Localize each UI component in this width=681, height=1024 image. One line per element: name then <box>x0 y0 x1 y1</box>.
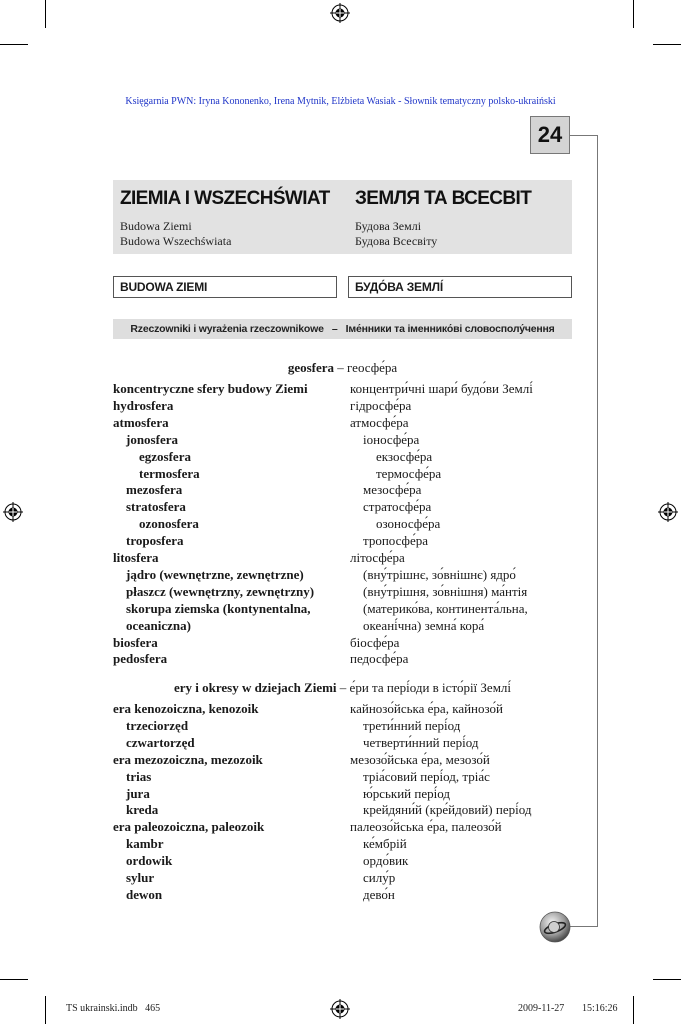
term-pl: stratosfera <box>126 499 186 515</box>
term-ua: екзосфе́ра <box>376 448 433 464</box>
term-ua: четверти́нний пері́од <box>363 734 479 750</box>
group-heading <box>113 360 572 376</box>
term-ua: ордо́вик <box>363 853 409 869</box>
term-pl: litosfera <box>113 550 159 565</box>
term-pl: egzosfera <box>139 448 191 464</box>
term-pl: kambr <box>126 836 164 852</box>
term-ua: (вну́трішнє, зо́внішнє) ядро́ <box>363 566 516 582</box>
term-ua: (материко́ва, континента́льна, <box>363 600 528 616</box>
chapter-title-pl: ZIEMIA I WSZECHŚWIAT <box>120 188 330 209</box>
term-pl: era mezozoiczna, mezozoik <box>113 751 263 767</box>
group-heading-pl: ery i okresy w dziejach Ziemi <box>173 680 337 695</box>
term-pl: era paleozoiczna, paleozoik <box>113 819 265 835</box>
subtopic: Budowa Wszechświata <box>120 234 232 248</box>
chapter-subtopics-ua <box>355 219 437 249</box>
term-pl: trias <box>126 768 152 784</box>
source-line: Księgarnia PWN: Iryna Kononenko, Irena Mytnik, Elżbieta Wasiak - Słownik tematyczny polsko-ukraiński <box>125 96 556 107</box>
subtopic: Будова Землі <box>355 219 422 233</box>
group-heading-ua: геосфе́ра <box>347 360 398 375</box>
term-ua: озоносфе́ра <box>376 516 441 532</box>
term-ua: океані́чна) земна́ кора́ <box>363 617 485 633</box>
term-pl: płaszcz (wewnętrzny, zewnętrzny) <box>126 583 315 599</box>
term-pl: jonosfera <box>126 431 178 447</box>
term-ua: ке́мбрій <box>363 836 407 852</box>
term-pl: ozonosfera <box>139 516 199 532</box>
group-heading <box>113 680 572 696</box>
term-pl: skorupa ziemska (kontynentalna, <box>126 600 311 616</box>
group-heading-separator: – <box>334 360 348 375</box>
crop-mark <box>633 996 634 1024</box>
planet-thumb-icon <box>539 911 571 943</box>
term-pl: atmosfera <box>113 414 169 430</box>
term-pl: trzeciorzęd <box>126 717 189 733</box>
term-pl: kreda <box>126 802 159 818</box>
margin-rule <box>567 926 598 927</box>
subtopic: Budowa Ziemi <box>120 219 192 233</box>
term-pl: mezosfera <box>126 482 183 498</box>
chapter-title-ua: ЗЕМЛЯ ТА ВСЕСВІТ <box>355 188 532 209</box>
margin-rule <box>570 135 597 136</box>
term-pl: dewon <box>126 886 163 902</box>
page-number: 24 <box>530 116 570 154</box>
crop-mark <box>45 0 46 28</box>
term-ua: педосфе́ра <box>350 651 409 667</box>
term-ua: стратосфе́ра <box>363 499 432 515</box>
term-pl: pedosfera <box>113 651 168 667</box>
term-ua: ю́рський пері́од <box>363 785 450 801</box>
term-ua: концентри́чні шари́ будо́ви Землі́ <box>350 381 533 396</box>
footer-time: 15:16:26 <box>582 1003 618 1014</box>
term-pl: jura <box>126 785 150 801</box>
term-ua: тропосфе́ра <box>363 533 429 549</box>
term-ua: крейдяни́й (кре́йдовий) пері́од <box>363 802 532 818</box>
registration-mark-icon <box>658 502 678 522</box>
registration-mark-icon <box>330 999 350 1019</box>
chapter-subtopics-pl <box>120 219 231 249</box>
term-pl: czwartorzęd <box>126 734 195 750</box>
term-ua: силу́р <box>363 870 396 885</box>
term-ua: атмосфе́ра <box>350 414 409 430</box>
registration-mark-icon <box>330 3 350 23</box>
category-band: Rzeczowniki i wyrażenia rzeczownikowe – Іме́нники та іменнико́ві словосполу́чення <box>113 319 572 339</box>
term-ua: літосфе́ра <box>350 550 405 565</box>
term-pl: oceaniczna) <box>126 617 191 633</box>
term-pl: biosfera <box>113 634 158 650</box>
footer-date: 2009-11-27 <box>518 1003 565 1014</box>
term-ua: тріа́совий пері́од, тріа́с <box>363 768 490 784</box>
term-ua: палеозо́йська е́ра, палеозо́й <box>350 819 502 835</box>
term-pl: hydrosfera <box>113 397 174 413</box>
term-pl: jądro (wewnętrzne, zewnętrzne) <box>126 566 304 582</box>
term-pl: troposfera <box>126 533 184 549</box>
subtopic: Будова Всесвіту <box>355 234 438 248</box>
section-title-ua: БУДО́ВА ЗЕМЛІ́ <box>348 276 572 298</box>
section-title-pl: BUDOWA ZIEMI <box>113 276 337 298</box>
term-ua: термосфе́ра <box>376 465 442 481</box>
term-ua: дево́н <box>363 886 395 902</box>
crop-mark <box>653 979 681 980</box>
group-heading-ua: е́ри та пері́оди в істо́рії Землі́ <box>349 680 512 695</box>
footer-file: TS ukrainski.indb 465 <box>66 1003 161 1014</box>
term-pl: koncentryczne sfery budowy Ziemi <box>113 381 308 396</box>
margin-rule <box>597 135 598 927</box>
crop-mark <box>45 996 46 1024</box>
term-pl: era kenozoiczna, kenozoik <box>113 701 259 716</box>
crop-mark <box>0 44 28 45</box>
term-ua: трети́нний пері́од <box>363 717 461 733</box>
group-heading-separator: – <box>336 680 350 695</box>
term-ua: кайнозо́йська е́ра, кайнозо́й <box>350 701 504 716</box>
crop-mark <box>653 44 681 45</box>
term-ua: гідросфе́ра <box>350 397 412 413</box>
crop-mark <box>633 0 634 28</box>
term-ua: мезозо́йська е́ра, мезозо́й <box>350 751 490 767</box>
term-pl: sylur <box>126 870 155 885</box>
term-ua: мезосфе́ра <box>363 482 422 498</box>
crop-mark <box>0 979 28 980</box>
registration-mark-icon <box>3 502 23 522</box>
term-pl: ordowik <box>126 853 173 869</box>
term-ua: (вну́трішня, зо́внішня) ма́нтія <box>363 583 528 599</box>
term-ua: іоносфе́ра <box>363 431 420 447</box>
term-pl: termosfera <box>139 465 200 481</box>
group-heading-pl: geosfera <box>287 360 335 375</box>
term-ua: біосфе́ра <box>350 634 400 650</box>
